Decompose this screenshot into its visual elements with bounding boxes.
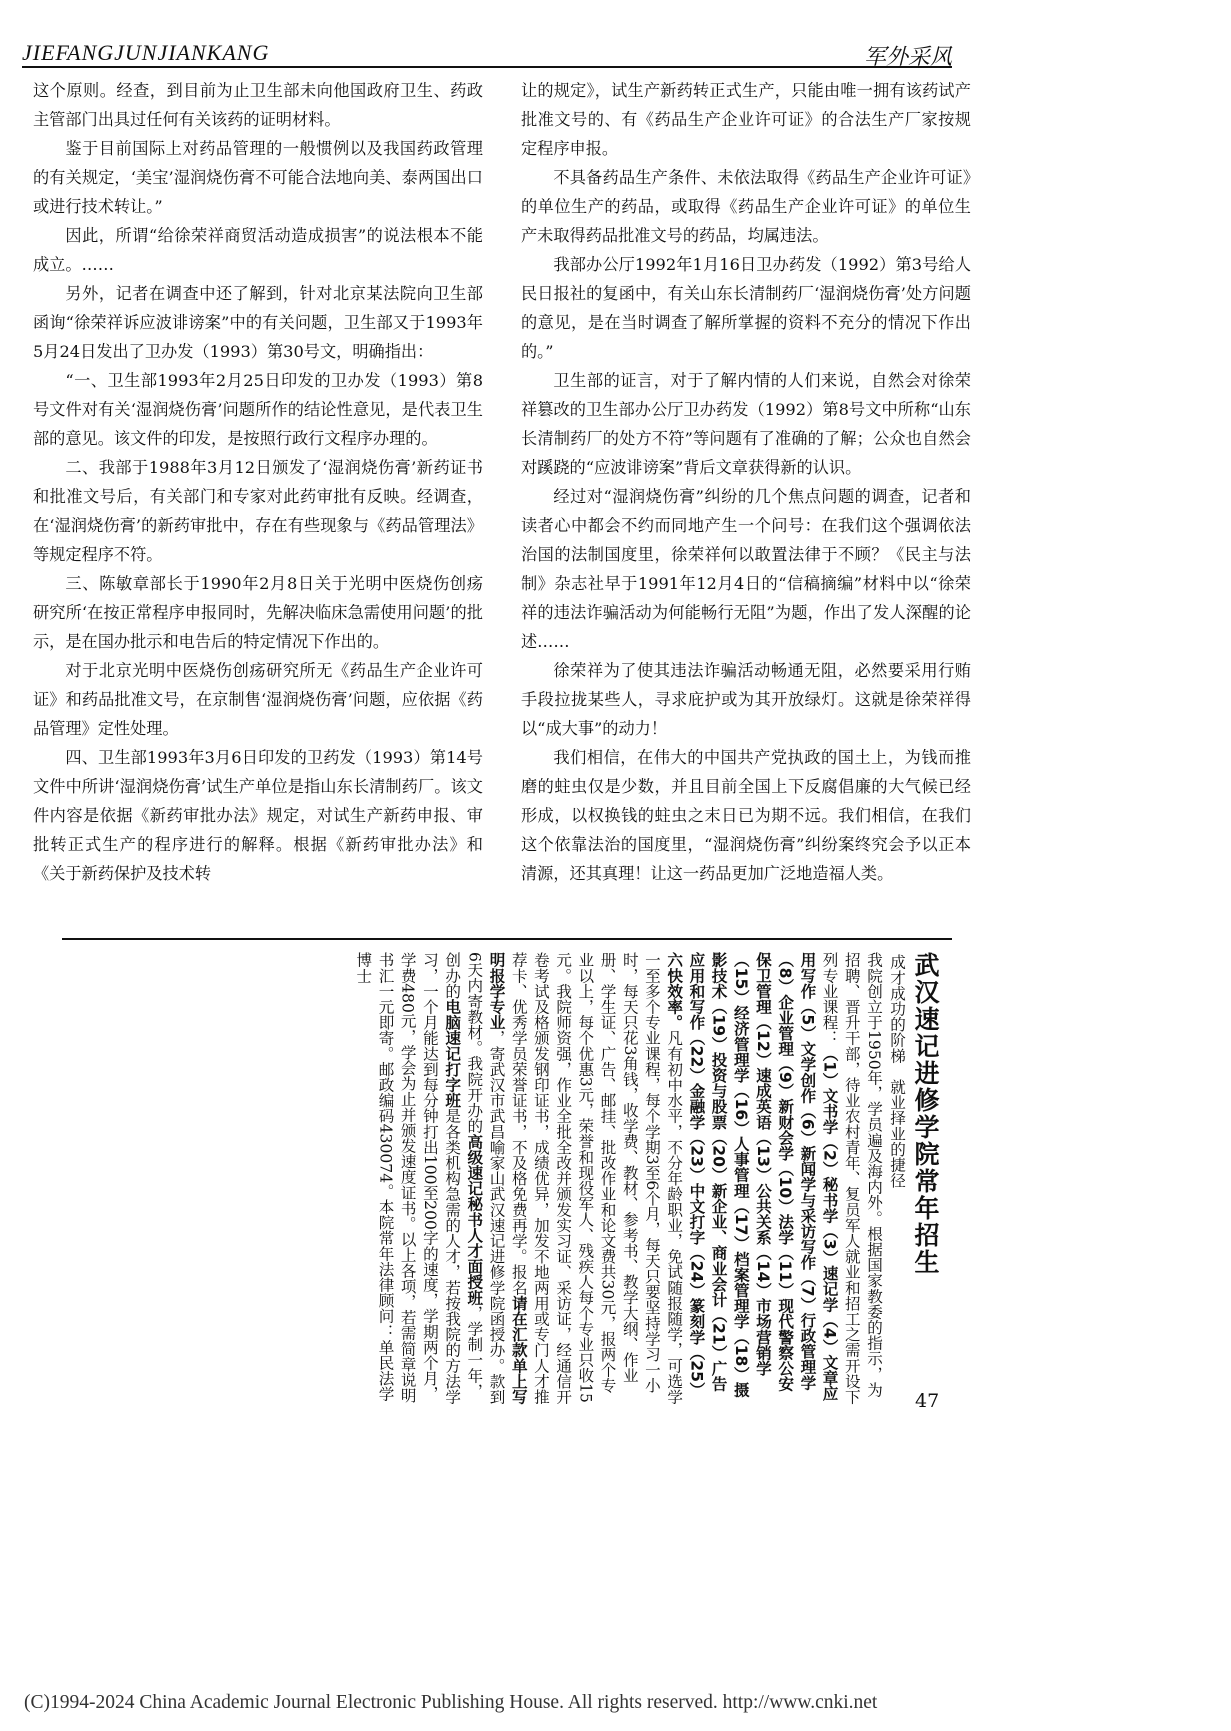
- ad-class-name: 高级速记秘书人才面授班: [465, 1133, 484, 1306]
- article-column-left: [33, 76, 483, 888]
- paragraph: 我们相信，在伟大的中国共产党执政的国土上，为钱而推磨的蛀虫仅是少数，并且目前全国上下反腐倡廉的大气候已经形成，以权换钱的蛀虫之末日已为期不远。我们相信，在我们这个依靠法治的国度里，“湿润烧伤膏”纠纷案终究会予以正本清源，还其真理！让这一药品更加广泛地造福人类。: [521, 748, 971, 883]
- paragraph: 因此，所谓“给徐荣祥商贸活动造成损害”的说法根本不能成立。……: [33, 226, 483, 274]
- ad-course-list: （1）文书学（2）秘书学（3）速记学（4）文章应用写作（5）文学创作（6）新闻学与采访写作（7）行政管理学（8）企业管理（9）新财会学（10）法学（11）现代警察公安保卫管理（12）速成英语（13）公共关系（14）市场营销学（15）经济管理学（16）人事管理（17）档案管理学（18）摄影技术（19）投资与股票（20）新企业、商业会计（21）广告应用和写作（22）金融学（23）中文打字（24）篆刻学（25）六快效率。: [665, 952, 839, 1402]
- copyright-footer: (C)1994-2024 China Academic Journal Electronic Publishing House. All rights reserved. http://www.cnki.net: [24, 1692, 878, 1713]
- paragraph: 我部办公厅1992年1月16日卫办药发（1992）第3号给人民日报社的复函中，有关山东长清制药厂‘湿润烧伤膏’处方问题的意见，是在当时调查了解所掌握的资料不充分的情况下作出的。”: [521, 255, 971, 361]
- journal-name: JIEFANGJUNJIANKANG: [22, 40, 270, 65]
- paragraph: 经过对“湿润烧伤膏”纠纷的几个焦点问题的调查，记者和读者心中都会不约而同地产生一个问号：在我们这个强调依法治国的法制国度里，徐荣祥何以敢置法律于不顾？《民主与法制》杂志社早于1991年12月4日的“信稿摘编”材料中以“徐荣祥的违法诈骗活动为何能畅行无阻”为题，作出了发人深醒的论述……: [521, 487, 971, 651]
- paragraph: 这个原则。经查，到目前为止卫生部未向他国政府卫生、药政主管部门出具过任何有关该药的证明材料。: [33, 81, 483, 129]
- paragraph: “一、卫生部1993年2月25日印发的卫办发（1993）第8号文件对有关‘湿润烧伤膏’问题所作的结论性意见，是代表卫生部的意见。该文件的印发，是按照行政行文程序办理的。: [33, 371, 483, 448]
- section-name: 军外采风: [863, 45, 952, 70]
- ad-class-term: ，学制一年，创办的: [443, 952, 484, 1399]
- ad-title: 武汉速记进修学院常年招生: [911, 952, 940, 1276]
- paragraph: 不具备药品生产条件、未依法取得《药品生产企业许可证》的单位生产的药品，或取得《药品生产企业许可证》的单位生产未取得药品批准文号的药品，均属违法。: [521, 168, 971, 245]
- section-divider: [62, 938, 952, 940]
- paragraph: 让的规定》，试生产新药转正式生产，只能由唯一拥有该药试产批准文号的、有《药品生产企业许可证》的合法生产厂家按规定程序申报。: [521, 81, 971, 158]
- ad-subtitle: 成才成功的阶梯 就业择业的捷径: [888, 954, 906, 1188]
- paragraph: 卫生部的证言，对于了解内情的人们来说，自然会对徐荣祥篡改的卫生部办公厅卫办药发（1992）第8号文中所称“山东长清制药厂的处方不符”等问题有了准确的了解；公众也自然会对蹊跷的“应波诽谤案”背后文章获得新的认识。: [521, 371, 971, 477]
- advertisement: [354, 952, 941, 1407]
- ad-body: [352, 952, 885, 1407]
- ad-remittance-note: 请在汇款单上写明报学专业: [487, 952, 528, 1405]
- ad-closing: 是各类机构急需的人才，若按我院的方法学习，一个月能达到每分钟打出100至200字的速度，学期两个月，学费480元，学会为止并颁发速度证书。以上各项，若需简章说明书汇一元即寄。邮政编码430074。本院常年法律顾问：单民法学博士: [354, 952, 462, 1405]
- paragraph: 三、陈敏章部长于1990年2月8日关于光明中医烧伤创疡研究所‘在按正常程序申报同时，先解决临床急需使用问题’的批示，是在国办批示和电告后的特定情况下作出的。: [33, 574, 483, 651]
- article-column-right: [521, 76, 971, 888]
- running-header: [22, 40, 952, 68]
- ad-enrollment-terms: 凡有初中水平，不分年龄职业，免试随报随学，可选学一至多个专业课程，每个学期3至6个月，每天只要坚持学习一小时，每天只花3角钱，收学费、教材、参考书、教学大纲、作业册、学生证、广告、邮挂、批改作业和论文费共30元，报两个专业以上，每个优惠3元，荣誉和现役军人、残疾人每个专业只收15元。我院师资强，作业全批全改并颁发实习证、采访证，经通信开卷考试及格颁发钢印证书，成绩优异，加发不地两用或专门人才推荐卡、优秀学员荣誉证书，不及格免费再学。报名: [509, 952, 684, 1405]
- page-number: 47: [915, 1390, 940, 1412]
- paragraph: 鉴于目前国际上对药品管理的一般惯例以及我国药政管理的有关规定，‘美宝’湿润烧伤膏不可能合法地向美、泰两国出口或进行技术转让。”: [33, 139, 483, 216]
- paragraph: 二、我部于1988年3月12日颁发了‘湿润烧伤膏’新药证书和批准文号后，有关部门和专家对此药审批有反映。经调查，在‘湿润烧伤膏’的新药审批中，存在有些现象与《药品管理法》等规定程序不符。: [33, 458, 483, 564]
- paragraph: 四、卫生部1993年3月6日印发的卫药发（1993）第14号文件中所讲‘湿润烧伤膏’试生产单位是指山东长清制药厂。该文件内容是依据《新药审批办法》规定，对试生产新药申报、审批转正式生产的程序进行的解释。根据《新药审批办法》和《关于新药保护及技术转: [33, 748, 483, 883]
- paragraph: 徐荣祥为了使其违法诈骗活动畅通无阻，必然要采用行贿手段拉拢某些人，寻求庇护或为其开放绿灯。这就是徐荣祥得以“成大事”的动力！: [521, 661, 971, 738]
- paragraph: 对于北京光明中医烧伤创疡研究所无《药品生产企业许可证》和药品批准文号，在京制售‘湿润烧伤膏’问题，应依据《药品管理》定性处理。: [33, 661, 483, 738]
- paragraph: 另外，记者在调查中还了解到，针对北京某法院向卫生部函询“徐荣祥诉应波诽谤案”中的有关问题，卫生部又于1993年5月24日发出了卫办发（1993）第30号文，明确指出：: [33, 284, 483, 361]
- ad-typing-class: 电脑速记打字班: [443, 998, 462, 1109]
- ad-intro: 我院创立于1950年，学员遍及海内外。根据国家教委的指示，为招聘、晋升干部，待业农村青年、复员军人就业和招工之需开设下列专业课程：: [820, 952, 883, 1405]
- ad-address: ，寄武汉市武昌喻家山武汉速记进修学院函授办。款到6天内寄教材。我院开办的: [465, 952, 506, 1405]
